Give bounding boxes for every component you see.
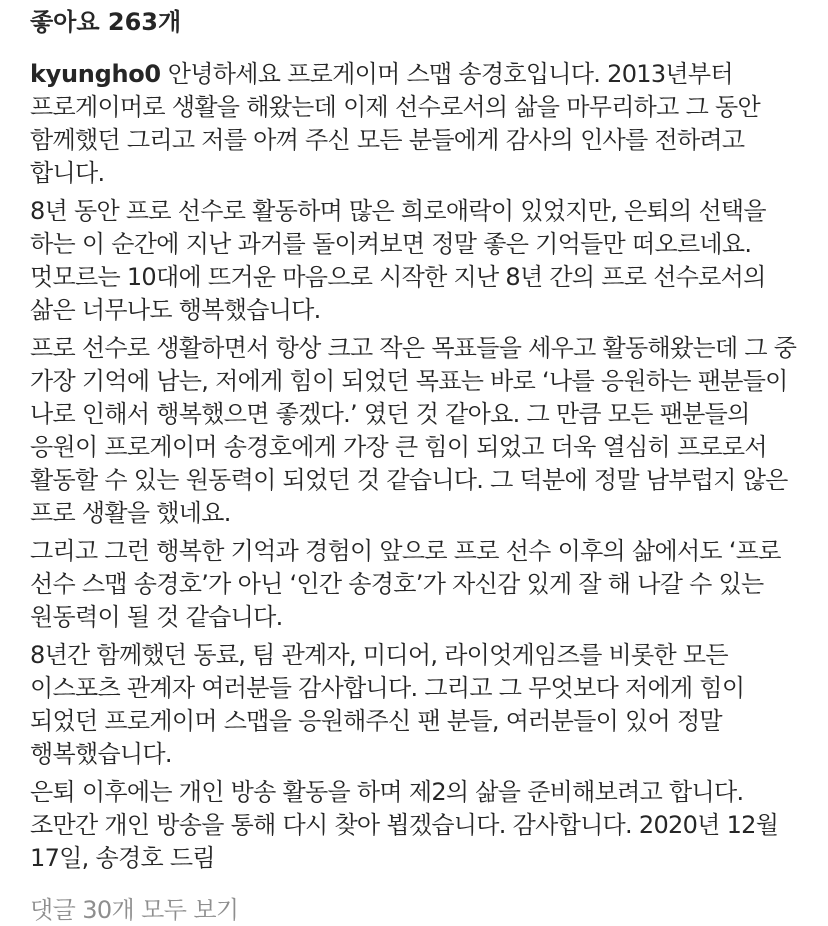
caption-paragraph-4: 그리고 그런 행복한 기억과 경험이 앞으로 프로 선수 이후의 삶에서도 ‘프로 선수 스맵 송경호’가 아닌 ‘인간 송경호’가 자신감 있게 잘 해 나갈 수 있는 원동력이 될 것 같습니다.: [30, 537, 781, 631]
author-username[interactable]: kyungho0: [30, 60, 161, 88]
caption-text-1: 안녕하세요 프로게이머 스맵 송경호입니다. 2013년부터 프로게이머로 생활을 해왔는데 이제 선수로서의 삶을 마무리하고 그 동안 함께했던 그리고 저를 아껴 주신 모든 분들에게 감사의 인사를 전하려고 합니다.: [30, 60, 760, 187]
post-caption: [30, 58, 798, 875]
caption-paragraph-5: 8년간 함께했던 동료, 팀 관계자, 미디어, 라이엇게임즈를 비롯한 모든 이스포츠 관계자 여러분들 감사합니다. 그리고 그 무엇보다 저에게 힘이 되었던 프로게이머 스맵을 응원해주신 팬 분들, 여러분들이 있어 정말 행복했습니다.: [30, 641, 745, 768]
caption-paragraph-6: 은퇴 이후에는 개인 방송 활동을 하며 제2의 삶을 준비해보려고 합니다. 조만간 개인 방송을 통해 다시 찾아 뵙겠습니다. 감사합니다. 2020년 12월 17일, 송경호 드림: [30, 778, 779, 872]
caption-paragraph-2: 8년 동안 프로 선수로 활동하며 많은 희로애락이 있었지만, 은퇴의 선택을 하는 이 순간에 지난 과거를 돌이켜보면 정말 좋은 기억들만 떠오르네요. 멋모르는 10대에 뜨거운 마음으로 시작한 지난 8년 간의 프로 선수로서의 삶은 너무나도 행복했습니다.: [30, 197, 766, 324]
caption-paragraph-1: [30, 58, 798, 190]
caption-paragraph-3: 프로 선수로 생활하면서 항상 크고 작은 목표들을 세우고 활동해왔는데 그 중 가장 기억에 남는, 저에게 힘이 되었던 목표는 바로 ‘나를 응원하는 팬분들이 나로 인해서 행복했으면 좋겠다.’ 였던 것 같아요. 그 만큼 모든 팬분들의 응원이 프로게이머 송경호에게 가장 큰 힘이 되었고 더욱 열심히 프로로서 활동할 수 있는 원동력이 되었던 것 같습니다. 그 덕분에 정말 남부럽지 않은 프로 생활을 했네요.: [30, 334, 797, 527]
likes-count[interactable]: 좋아요 263개: [30, 8, 182, 36]
view-all-comments-link[interactable]: 댓글 30개 모두 보기: [30, 896, 239, 924]
